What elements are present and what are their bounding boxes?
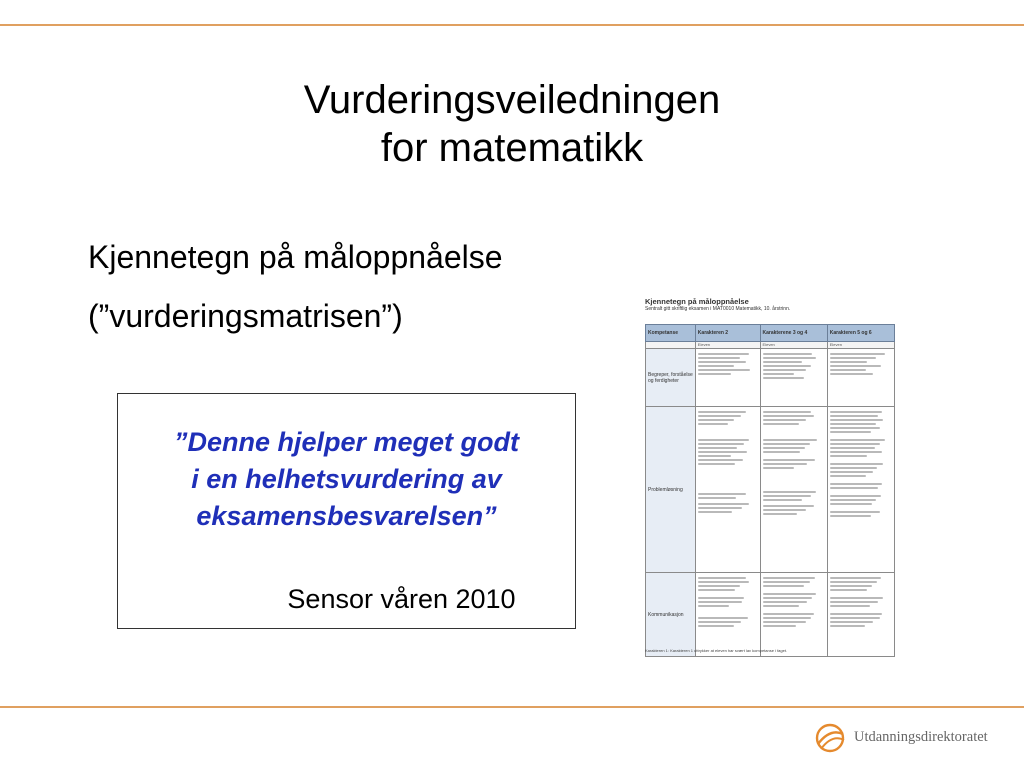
matrix-row bbox=[646, 573, 895, 657]
quote-line-2: i en helhetsvurdering av bbox=[191, 464, 502, 494]
matrix-header-cell: Karakteren 5 og 6 bbox=[827, 325, 894, 342]
matrix-row bbox=[646, 349, 895, 407]
matrix-row-head: Problemløsning bbox=[646, 407, 696, 573]
subheading-line-2: (”vurderingsmatrisen”) bbox=[88, 298, 403, 334]
matrix-elev-cell: Eleven bbox=[760, 342, 827, 349]
quote-text bbox=[118, 424, 575, 535]
matrix-cell bbox=[827, 407, 894, 573]
matrix-title: Kjennetegn på måloppnåelse bbox=[645, 297, 749, 306]
matrix-elev-cell: Eleven bbox=[695, 342, 760, 349]
matrix-row-head: Kommunikasjon bbox=[646, 573, 696, 657]
matrix-cell bbox=[827, 349, 894, 407]
quote-box bbox=[117, 393, 576, 629]
matrix-footnote: Karakteren 1: Karakteren 1 uttrykker at eleven har svært lav kompetanse i faget. bbox=[645, 648, 788, 653]
matrix-cell bbox=[760, 407, 827, 573]
udir-logo-name: Utdanningsdirektoratet bbox=[854, 729, 988, 745]
matrix-cell bbox=[760, 573, 827, 657]
matrix-subtitle: Sentralt gitt skriftlig eksamen i MAT0010 Matematikk, 10. årstrinn. bbox=[645, 306, 791, 312]
matrix-row bbox=[646, 407, 895, 573]
top-rule bbox=[0, 24, 1024, 26]
matrix-cell bbox=[760, 349, 827, 407]
quote-source: Sensor våren 2010 bbox=[287, 584, 516, 614]
quote-line-1: ”Denne hjelper meget godt bbox=[173, 427, 520, 457]
title-line-2: for matematikk bbox=[380, 126, 644, 170]
slide-title bbox=[180, 76, 844, 172]
matrix-cell bbox=[695, 349, 760, 407]
udir-logo-icon bbox=[812, 720, 848, 756]
matrix-elev-row bbox=[646, 342, 895, 349]
matrix-header-cell: Kompetanse bbox=[646, 325, 696, 342]
matrix-elev-cell: Eleven bbox=[827, 342, 894, 349]
matrix-row-head: Begreper, forståelse og ferdigheter bbox=[646, 349, 696, 407]
subheading bbox=[88, 228, 503, 346]
udir-logo bbox=[812, 720, 1012, 756]
matrix-header-cell: Karakteren 2 bbox=[695, 325, 760, 342]
matrix-table bbox=[645, 324, 895, 657]
matrix-header-row bbox=[646, 325, 895, 342]
matrix-cell bbox=[695, 573, 760, 657]
quote-line-3: eksamensbesvarelsen” bbox=[196, 501, 497, 531]
subheading-line-1: Kjennetegn på måloppnåelse bbox=[88, 239, 503, 275]
title-line-1: Vurderingsveiledningen bbox=[303, 78, 721, 122]
matrix-cell bbox=[695, 407, 760, 573]
matrix-header-cell: Karakterene 3 og 4 bbox=[760, 325, 827, 342]
matrix-cell bbox=[827, 573, 894, 657]
bottom-rule bbox=[0, 706, 1024, 708]
assessment-matrix-image bbox=[645, 297, 895, 657]
